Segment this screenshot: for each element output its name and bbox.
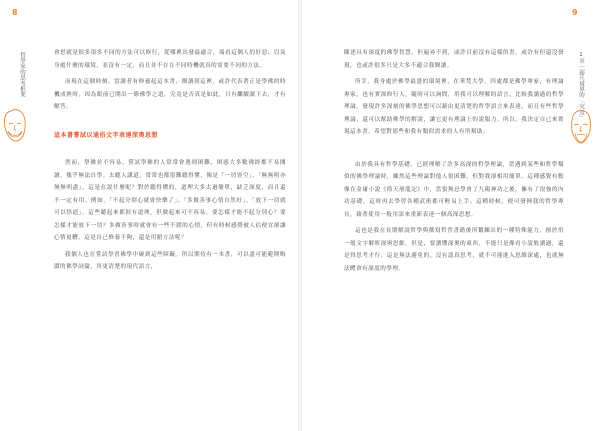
left-body-text [54,47,286,278]
paragraph: 所幸，我身處於佛學最盛的環境裡，在華梵大學，四處都是佛學專家，有理論專家，也有實深修行人，隨時可以詢問，用我可以理解的語言，比較我讀過的哲學理論，發現許多深刻的佛學思想可以藉由更清楚的哲學語言來表達，而且有些哲學理論，還可以幫助佛學的解說，讓它更有理論上的說服力。所以，我決定自己來實現這本書。希望對那些和我有類似需求的人有所幫助。 [344,79,564,135]
page-number: 9 [572,8,578,17]
paragraph: 而現在這個時刻，當讀者有修養起這本書，閱讀到這裡，或許代表著正是學佛的時機成熟時，因為眼前已開出一條佛學之道，究竟是否真是如此，只有繼續讀下去，才有解答。 [54,79,286,110]
right-body-text [344,47,564,279]
paragraph: 由於我具有哲學基礎，已經理解了許多高深的哲學理論，當遇到某些和哲學類似的佛學理論時，雖然這些理論對他人很困難，但對我卻相用簡單。這種感覺有點像在金庸小說《倚天屠龍記》中，當張無忌學會了九陽神功之後，擁有了很強的內功基礎，這時再去學習各種武術都可輕易上手。這種時候，便可發揮我的哲學專長，藉著使用一般用語來重新表達一個高深思想。 [344,161,564,218]
running-head: 哲學家的思考框架 [19,52,25,98]
paragraph: 會思就是很多很多不同的方法可以修行，從哪裡出發最適合，端看這個人的好惡、以及身處什麼的環境，並沒有一定，而且並不存在不同時機就真的需要不同的方法。 [54,50,286,69]
paragraph: 然而，學佛並不容易。嘗試學佛的人常常會遇到困難，困惑大多數佛經都不易閱讀，幾乎無法自學。去聽人講道，常常也都很難聽得懂，像是「一切皆空」、「無無明亦無無明盡」，這是在說什麼呢？對於聽得懂的，道理大多太過簡單，缺乏深度，而且還不一定有用。例如，「不起分別心就會快樂了」、「多做善事心情自然好」、「放下一切就可以悟道」。這些聽起來都很有道理，但做起來可不容易。要怎樣才能不起分別心？要怎樣才能放下一切？多做善事時就會有一些不錯的心情，但有時候感覺被人佔便宜卻讓心情更糟，這是自己修養不夠，還是用錯方法呢？ [54,160,286,241]
section-heading: 這本書嘗試以通俗文字表達深奧思想 [54,131,159,139]
paragraph: 陳述具有深度的佛學智慧。但遍尋不到，或許目前沒有這樣的書，或許有但還沒發現，也或許很多只是大多不適合我閱讀。 [344,50,564,69]
bald-sage-face-icon [4,108,26,146]
paragraph: 這也是我在長期解說哲學與撰寫哲普書籍後所鍛鍊出的一種特殊能力，擅於用一般文字解析深奧思維。但是，要讀懂深奧的東西，不能只是像看小說般讀過，還是得思考才行。這是無法避免的。沒有認真思考，就不可能進入思維深處，也就無法體會有深度的學理。 [344,228,564,272]
running-head: 1章｜超凡境界的「究竟」 [578,52,584,121]
bearded-sage-face-icon [570,108,592,146]
left-page [0,0,298,431]
right-page [302,0,600,431]
page-number: 8 [12,8,18,17]
paragraph: 我個人也在嘗試學習佛學中碰到這些障礙。所以期待有一本書，可以盡可能避開晦澀的佛學詞彙，用更清楚的現代語言， [54,251,286,270]
